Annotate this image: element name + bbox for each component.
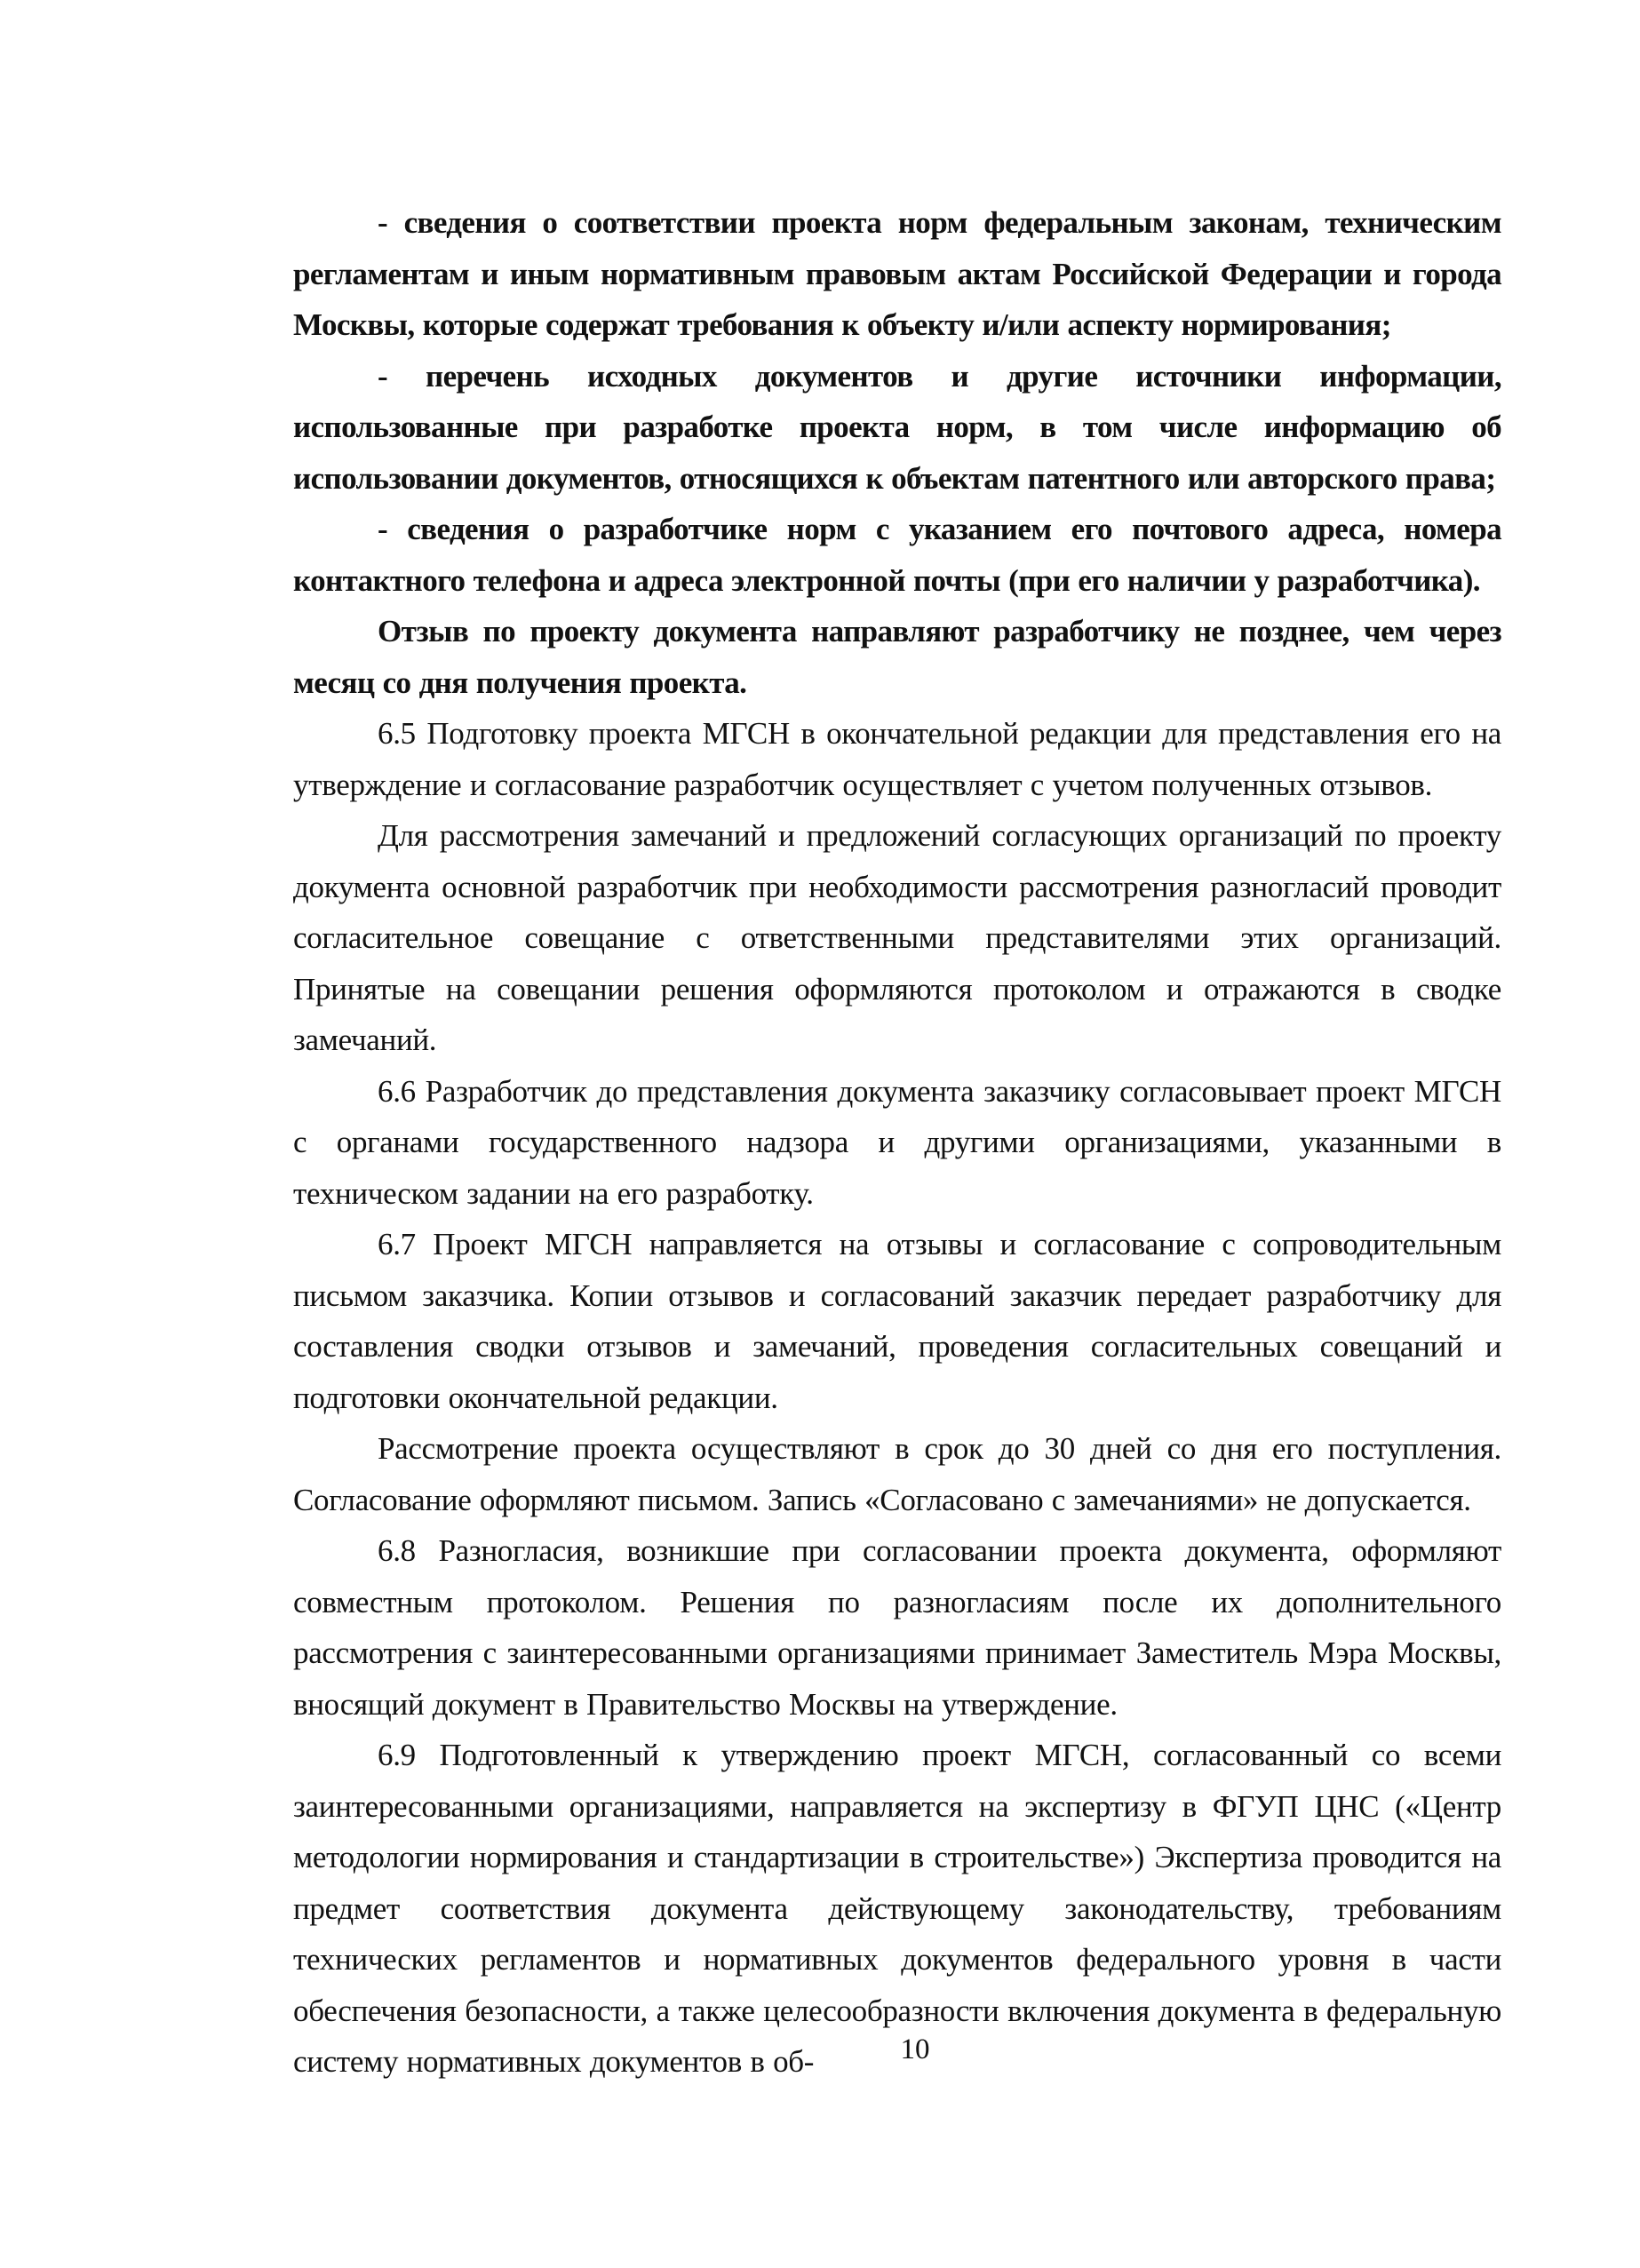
paragraph-section-6-8: 6.8 Разногласия, возникшие при согласовании проекта документа, оформляют совместным протоколом. Решения по разногласиям после их дополнительного рассмотрения с заинтересованными организациями принимает Заместитель Мэра Москвы, вносящий документ в Правительство Москвы на утверждение. [293,1533,1501,1722]
document-body [293,197,1501,2088]
paragraph-review-deadline: Отзыв по проекту документа направляют разработчику не позднее, чем через месяц со дня получения проекта. [293,614,1501,700]
paragraph-section-6-7: 6.7 Проект МГСН направляется на отзывы и согласование с сопроводительным письмом заказчика. Копии отзывов и согласований заказчик передает разработчику для составления сводки отзывов и замечаний, проведения согласительных совещаний и подготовки окончательной редакции. [293,1227,1501,1415]
page-number: 10 [900,2033,930,2065]
paragraph-section-6-6: 6.6 Разработчик до представления документа заказчику согласовывает проект МГСН с органами государственного надзора и другими организациями, указанными в техническом задании на его разработку. [293,1073,1501,1211]
paragraph-compliance-info: - сведения о соответствии проекта норм федеральным законам, техническим регламентам и иным нормативным правовым актам Российской Федерации и города Москвы, которые содержат требования к объекту и/или аспекту нормирования; [293,205,1501,342]
paragraph-review-period: Рассмотрение проекта осуществляют в срок до 30 дней со дня его поступления. Согласование оформляют письмом. Запись «Согласовано с замечаниями» не допускается. [293,1431,1501,1517]
paragraph-section-6-9: 6.9 Подготовленный к утверждению проект МГСН, согласованный со всеми заинтересованными организациями, направляется на экспертизу в ФГУП ЦНС («Центр методологии нормирования и стандартизации в строительстве») Экспертиза проводится на предмет соответствия документа действующему законодательству, требованиям технических регламентов и нормативных документов федерального уровня в части обеспечения безопасности, а также целесообразности включения документа в федеральную систему нормативных документов в об- [293,1738,1501,2079]
paragraph-comments-review: Для рассмотрения замечаний и предложений согласующих организаций по проекту документа основной разработчик при необходимости рассмотрения разногласий проводит согласительное совещание с ответственными представителями этих организаций. Принятые на совещании решения оформляются протоколом и отражаются в сводке замечаний. [293,818,1501,1057]
paragraph-section-6-5: 6.5 Подготовку проекта МГСН в окончательной редакции для представления его на утверждение и согласование разработчик осуществляет с учетом полученных отзывов. [293,716,1501,802]
paragraph-developer-info: - сведения о разработчике норм с указанием его почтового адреса, номера контактного телефона и адреса электронной почты (при его наличии у разработчика). [293,512,1501,598]
paragraph-source-documents: - перечень исходных документов и другие источники информации, использованные при разработке проекта норм, в том числе информацию об использовании документов, относящихся к объектам патентного или авторского права; [293,358,1501,496]
